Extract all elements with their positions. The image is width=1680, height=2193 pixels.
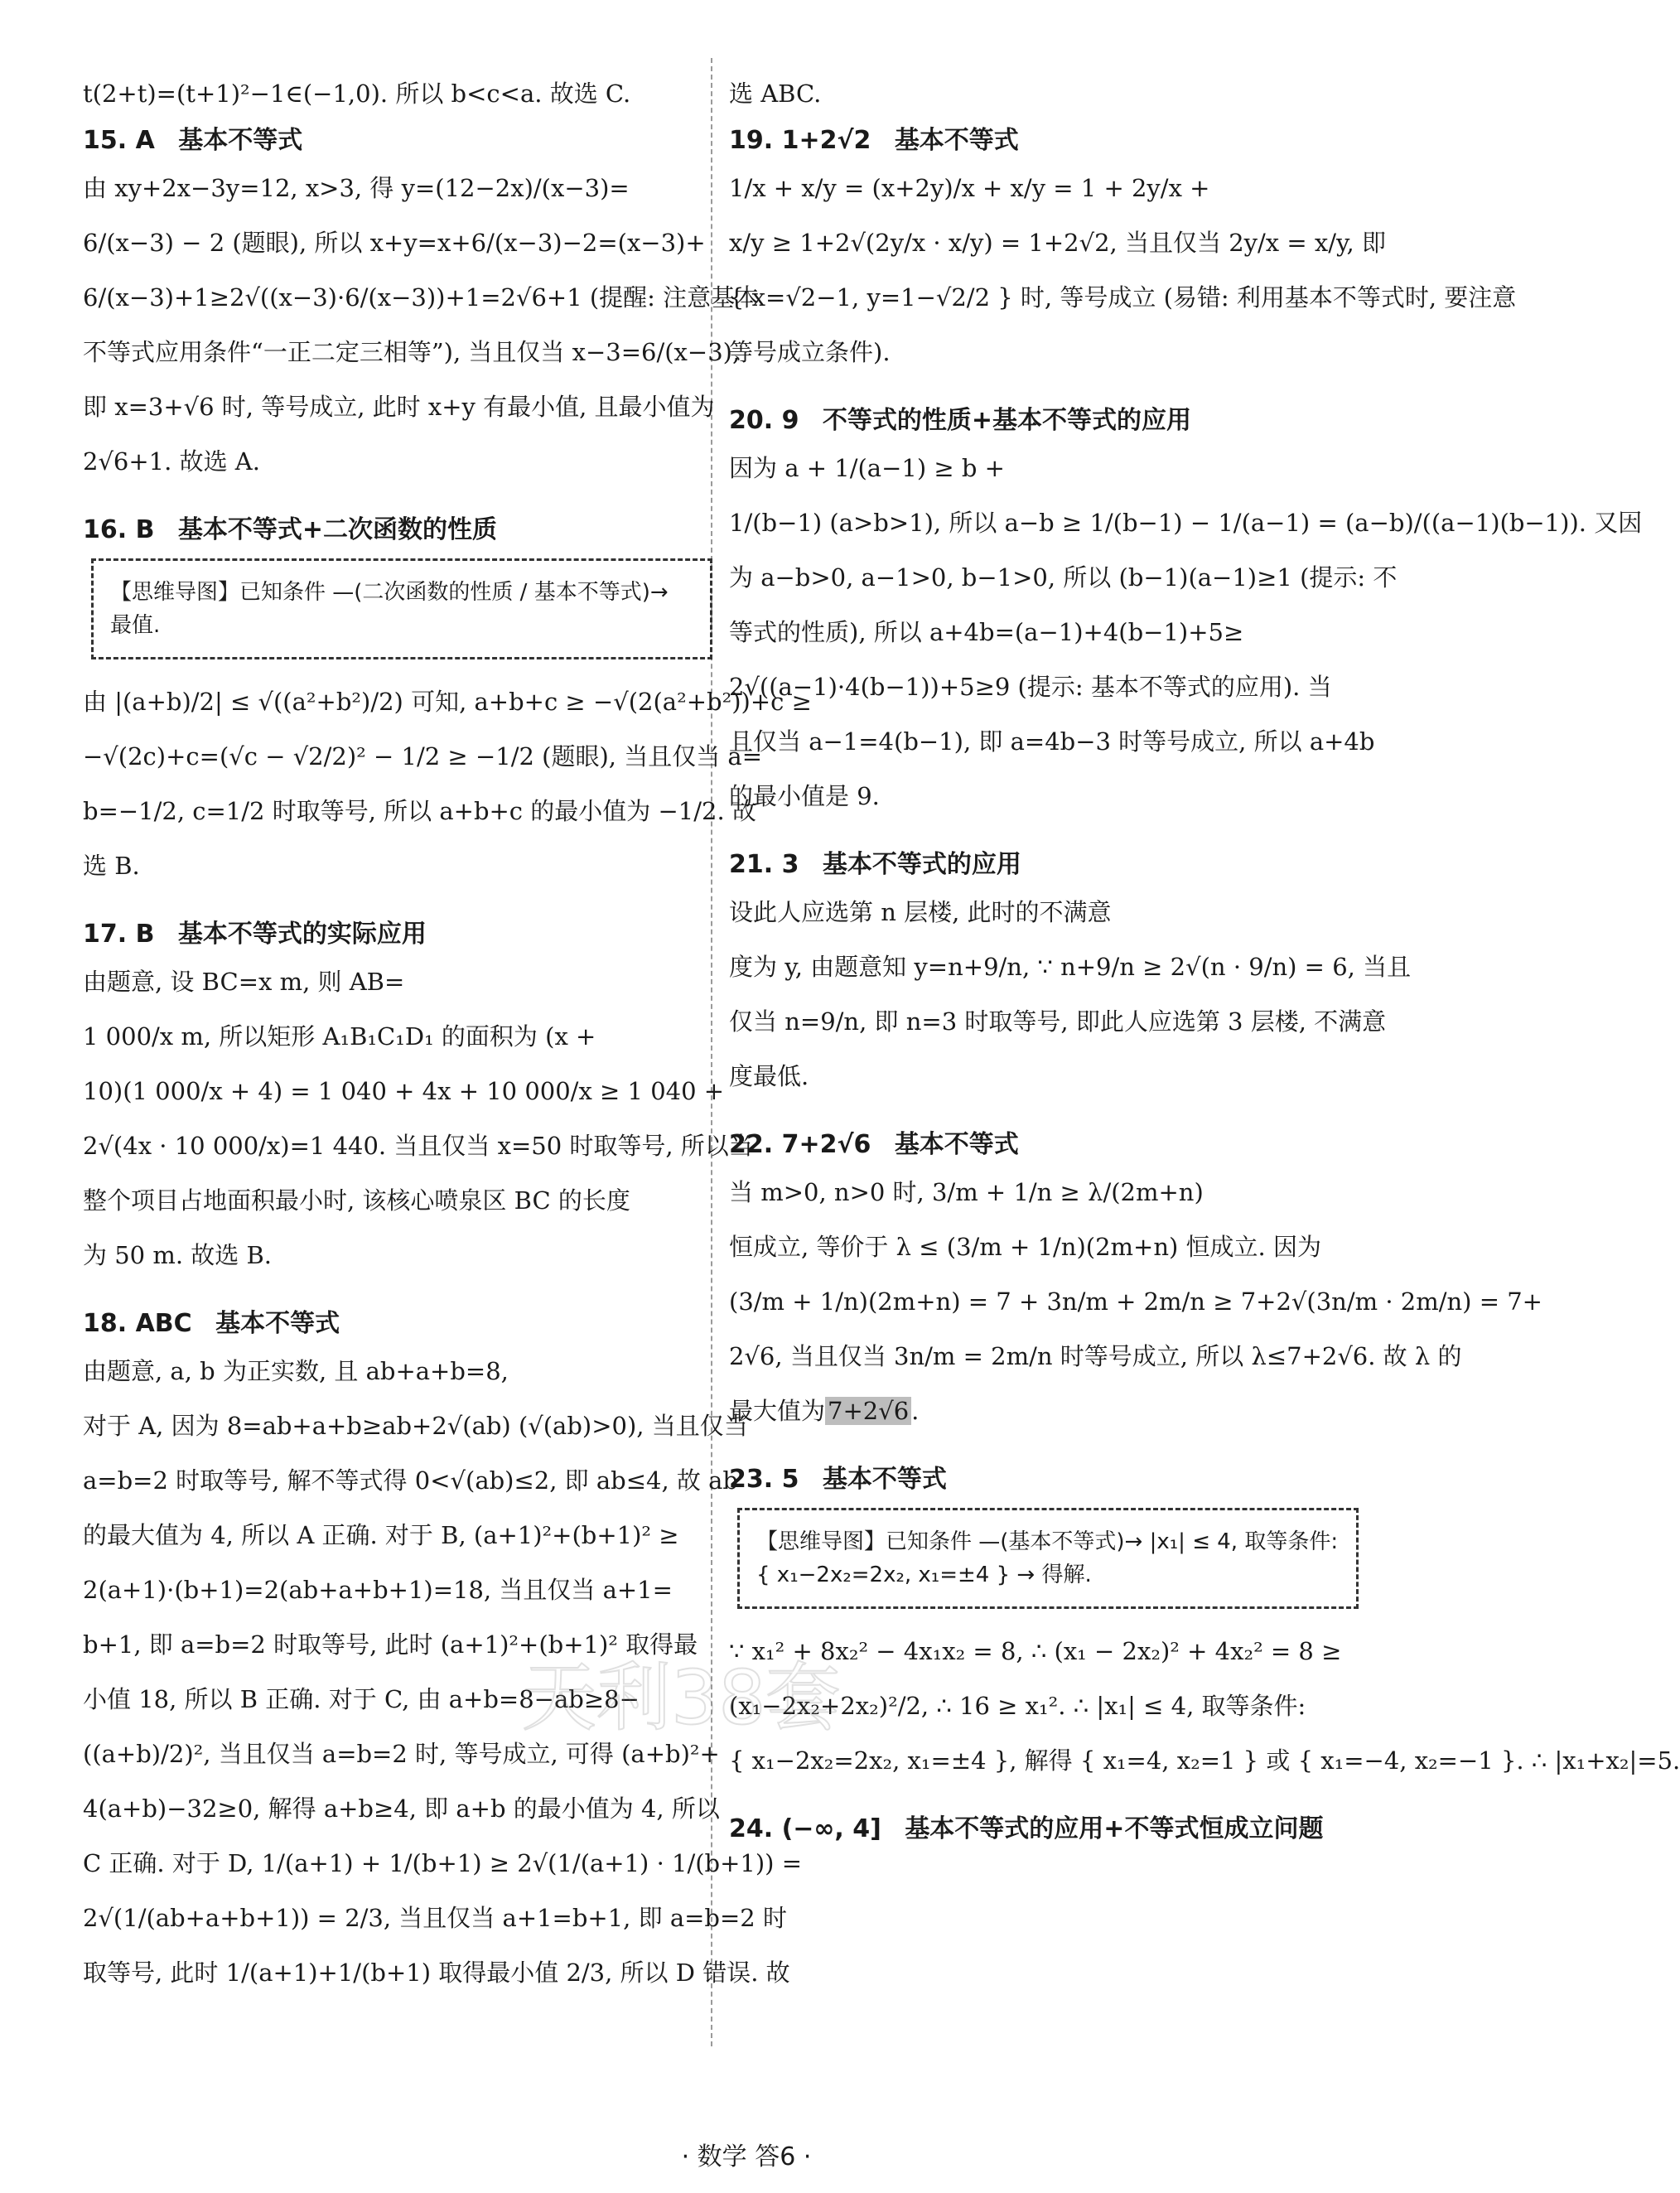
q18-number: 18. ABC xyxy=(83,1309,192,1338)
q23-line: ∵ x₁² + 8x₂² − 4x₁x₂ = 8, ∴ (x₁ − 2x₂)² + 4x₂² = 8 ≥ xyxy=(729,1637,1342,1665)
q19-line: { x=√2−1, y=1−√2/2 } 时, 等号成立 (易错: 利用基本不等式时, 要注意 xyxy=(729,283,1517,312)
q17-line: 2√(4x · 10 000/x)=1 440. 当且仅当 x=50 时取等号, 所以当 xyxy=(83,1132,753,1160)
page-footer: · 数学 答6 · xyxy=(681,2142,812,2171)
q23-line: (x₁−2x₂+2x₂)²/2, ∴ 16 ≥ x₁². ∴ |x₁| ≤ 4, 取等条件: xyxy=(729,1692,1306,1720)
q15-line: 由 xy+2x−3y=12, x>3, 得 y=(12−2x)/(x−3)= xyxy=(83,174,630,202)
q22-tag: 基本不等式 xyxy=(894,1130,1019,1159)
q15-tag: 基本不等式 xyxy=(178,126,303,155)
q24-header xyxy=(729,1809,1359,1849)
q22-highlighted-answer: 7+2√6 xyxy=(825,1397,911,1425)
q20-header xyxy=(729,401,1359,441)
right-column xyxy=(729,66,1680,1871)
q20-line: 的最小值是 9. xyxy=(729,782,880,810)
q20-line: 2√((a−1)·4(b−1))+5≥9 (提示: 基本不等式的应用). 当 xyxy=(729,673,1332,701)
q22-line: 恒成立, 等价于 λ ≤ (3/m + 1/n)(2m+n) 恒成立. 因为 xyxy=(729,1233,1321,1261)
q15-line: 不等式应用条件“一正二定三相等”), 当且仅当 x−3=6/(x−3), xyxy=(83,338,741,366)
q17-line: 由题意, 设 BC=x m, 则 AB= xyxy=(83,968,405,996)
q20-line: 且仅当 a−1=4(b−1), 即 a=4b−3 时等号成立, 所以 a+4b xyxy=(729,727,1375,756)
question-19 xyxy=(729,121,1517,379)
q18-line: 对于 A, 因为 8=ab+a+b≥ab+2√(ab) (√(ab)>0), 当且仅当 xyxy=(83,1412,748,1440)
q15-number: 15. A xyxy=(83,126,155,155)
q21-line: 仅当 n=9/n, 即 n=3 时取等号, 即此人应选第 3 层楼, 不满意 xyxy=(729,1007,1387,1036)
q15-line: 2√6+1. 故选 A. xyxy=(83,447,260,476)
q17-line: 为 50 m. 故选 B. xyxy=(83,1241,273,1269)
q18-line: 2√(1/(ab+a+b+1)) = 2/3, 当且仅当 a+1=b+1, 即 a=b=2 时 xyxy=(83,1904,787,1932)
question-21 xyxy=(729,845,1412,1104)
watermark-text: 天利38套 xyxy=(522,1654,841,1741)
q15-line: 6/(x−3)+1≥2√((x−3)·6/(x−3))+1=2√6+1 (提醒: 注意基本 xyxy=(83,283,760,312)
q18-line: b+1, 即 a=b=2 时取等号, 此时 (a+1)²+(b+1)² 取得最 xyxy=(83,1630,698,1659)
q16-mind-map: 【思维导图】已知条件 —(二次函数的性质 / 基本不等式)→ 最值. xyxy=(91,558,712,659)
q18-tag: 基本不等式 xyxy=(215,1309,340,1338)
q19-line: x/y ≥ 1+2√(2y/x · x/y) = 1+2√2, 当且仅当 2y/x = x/y, 即 xyxy=(729,229,1386,257)
q18-line: 的最大值为 4, 所以 A 正确. 对于 B, (a+1)²+(b+1)² ≥ xyxy=(83,1521,679,1549)
q22-line: (3/m + 1/n)(2m+n) = 7 + 3n/m + 2m/n ≥ 7+2√(3n/m · 2m/n) = 7+ xyxy=(729,1287,1542,1316)
q16-tag: 基本不等式+二次函数的性质 xyxy=(177,515,498,544)
q17-tag: 基本不等式的实际应用 xyxy=(177,920,427,949)
q23-header xyxy=(729,1460,1359,1500)
q18-line: 取等号, 此时 1/(a+1)+1/(b+1) 取得最小值 2/3, 所以 D 错误. 故 xyxy=(83,1959,790,1987)
q17-header xyxy=(83,915,712,954)
q16-line: 由 |(a+b)/2| ≤ √((a²+b²)/2) 可知, a+b+c ≥ −√(2(a²+b²))+c ≥ xyxy=(83,688,812,716)
q21-line: 度最低. xyxy=(729,1062,809,1090)
q22-line: 2√6, 当且仅当 3n/m = 2m/n 时等号成立, 所以 λ≤7+2√6. 故 λ 的 xyxy=(729,1342,1462,1370)
q19-line: 1/x + x/y = (x+2y)/x + x/y = 1 + 2y/x + xyxy=(729,174,1210,202)
q16-line: 选 B. xyxy=(83,852,140,880)
left-top-line: t(2+t)=(t+1)²−1∈(−1,0). 所以 b<c<a. 故选 C. xyxy=(83,80,631,108)
q19-header xyxy=(729,121,1359,161)
q22-line: 当 m>0, n>0 时, 3/m + 1/n ≥ λ/(2m+n) xyxy=(729,1178,1204,1206)
question-17 xyxy=(83,915,753,1282)
q22-header xyxy=(729,1125,1359,1165)
q24-tag: 基本不等式的应用+不等式恒成立问题 xyxy=(905,1814,1324,1843)
q22-last-prefix: 最大值为 xyxy=(729,1397,826,1425)
q18-line: 小值 18, 所以 B 正确. 对于 C, 由 a+b=8−ab≥8− xyxy=(83,1685,640,1713)
q23-mind-map xyxy=(737,1508,1359,1609)
q22-last-line xyxy=(729,1384,1359,1438)
q20-line: 为 a−b>0, a−1>0, b−1>0, 所以 (b−1)(a−1)≥1 (提示: 不 xyxy=(729,563,1398,592)
q20-number: 20. 9 xyxy=(729,406,799,435)
q16-header xyxy=(83,510,712,550)
q15-header xyxy=(83,121,712,161)
q18-line: C 正确. 对于 D, 1/(a+1) + 1/(b+1) ≥ 2√(1/(a+1) · 1/(b+1)) = xyxy=(83,1849,803,1877)
right-top-line: 选 ABC. xyxy=(729,80,822,108)
q20-line: 1/(b−1) (a>b>1), 所以 a−b ≥ 1/(b−1) − 1/(a−1) = (a−b)/((a−1)(b−1)). 又因 xyxy=(729,509,1643,537)
q21-line: 设此人应选第 n 层楼, 此时的不满意 xyxy=(729,898,1112,926)
q18-line: 由题意, a, b 为正实数, 且 ab+a+b=8, xyxy=(83,1357,509,1385)
q20-line: 等式的性质), 所以 a+4b=(a−1)+4(b−1)+5≥ xyxy=(729,618,1244,646)
q18-line: ((a+b)/2)², 当且仅当 a=b=2 时, 等号成立, 可得 (a+b)²+ xyxy=(83,1740,720,1768)
q21-line: 度为 y, 由题意知 y=n+9/n, ∵ n+9/n ≥ 2√(n · 9/n) = 6, 当且 xyxy=(729,953,1412,981)
q19-number: 19. 1+2√2 xyxy=(729,126,871,155)
q22-number: 22. 7+2√6 xyxy=(729,1130,871,1159)
q18-line: 4(a+b)−32≥0, 解得 a+b≥4, 即 a+b 的最小值为 4, 所以 xyxy=(83,1794,720,1823)
q21-number: 21. 3 xyxy=(729,850,799,879)
q16-number: 16. B xyxy=(83,515,155,544)
q19-line: 等号成立条件). xyxy=(729,338,891,366)
q23-mind-line: 【思维导图】已知条件 —(基本不等式)→ |x₁| ≤ 4, 取等条件: xyxy=(756,1529,1339,1554)
question-23 xyxy=(729,1460,1680,1788)
q16-line: −√(2c)+c=(√c − √2/2)² − 1/2 ≥ −1/2 (题眼), 当且仅当 a= xyxy=(83,742,763,770)
q21-header xyxy=(729,845,1359,885)
question-22 xyxy=(729,1125,1542,1438)
q17-line: 1 000/x m, 所以矩形 A₁B₁C₁D₁ 的面积为 (x + xyxy=(83,1022,596,1051)
q19-tag: 基本不等式 xyxy=(894,126,1019,155)
q17-line: 整个项目占地面积最小时, 该核心喷泉区 BC 的长度 xyxy=(83,1186,630,1215)
q20-tag: 不等式的性质+基本不等式的应用 xyxy=(822,406,1192,435)
q15-line: 即 x=3+√6 时, 等号成立, 此时 x+y 有最小值, 且最小值为 xyxy=(83,393,715,421)
q22-period: . xyxy=(911,1397,920,1425)
q23-tag: 基本不等式 xyxy=(822,1465,947,1494)
q21-tag: 基本不等式的应用 xyxy=(822,850,1021,879)
q17-line: 10)(1 000/x + 4) = 1 040 + 4x + 10 000/x ≥ 1 040 + xyxy=(83,1077,725,1105)
question-24 xyxy=(729,1809,1359,1849)
q20-line: 因为 a + 1/(a−1) ≥ b + xyxy=(729,454,1005,482)
q18-header xyxy=(83,1304,712,1344)
q23-number: 23. 5 xyxy=(729,1465,799,1494)
q18-line: a=b=2 时取等号, 解不等式得 0<√(ab)≤2, 即 ab≤4, 故 ab xyxy=(83,1466,739,1495)
q23-line: { x₁−2x₂=2x₂, x₁=±4 }, 解得 { x₁=4, x₂=1 } 或 { x₁=−4, x₂=−1 }. ∴ |x₁+x₂|=5. xyxy=(729,1746,1680,1775)
q17-number: 17. B xyxy=(83,920,155,949)
q23-mind-line: { x₁−2x₂=2x₂, x₁=±4 } → 得解. xyxy=(756,1563,1092,1587)
question-15 xyxy=(83,121,760,489)
q18-line: 2(a+1)·(b+1)=2(ab+a+b+1)=18, 当且仅当 a+1= xyxy=(83,1576,673,1604)
q15-line: 6/(x−3) − 2 (题眼), 所以 x+y=x+6/(x−3)−2=(x−3)+ xyxy=(83,229,706,257)
question-20 xyxy=(729,401,1643,824)
q24-number: 24. (−∞, 4] xyxy=(729,1814,881,1843)
q16-line: b=−1/2, c=1/2 时取等号, 所以 a+b+c 的最小值为 −1/2. 故 xyxy=(83,797,756,825)
